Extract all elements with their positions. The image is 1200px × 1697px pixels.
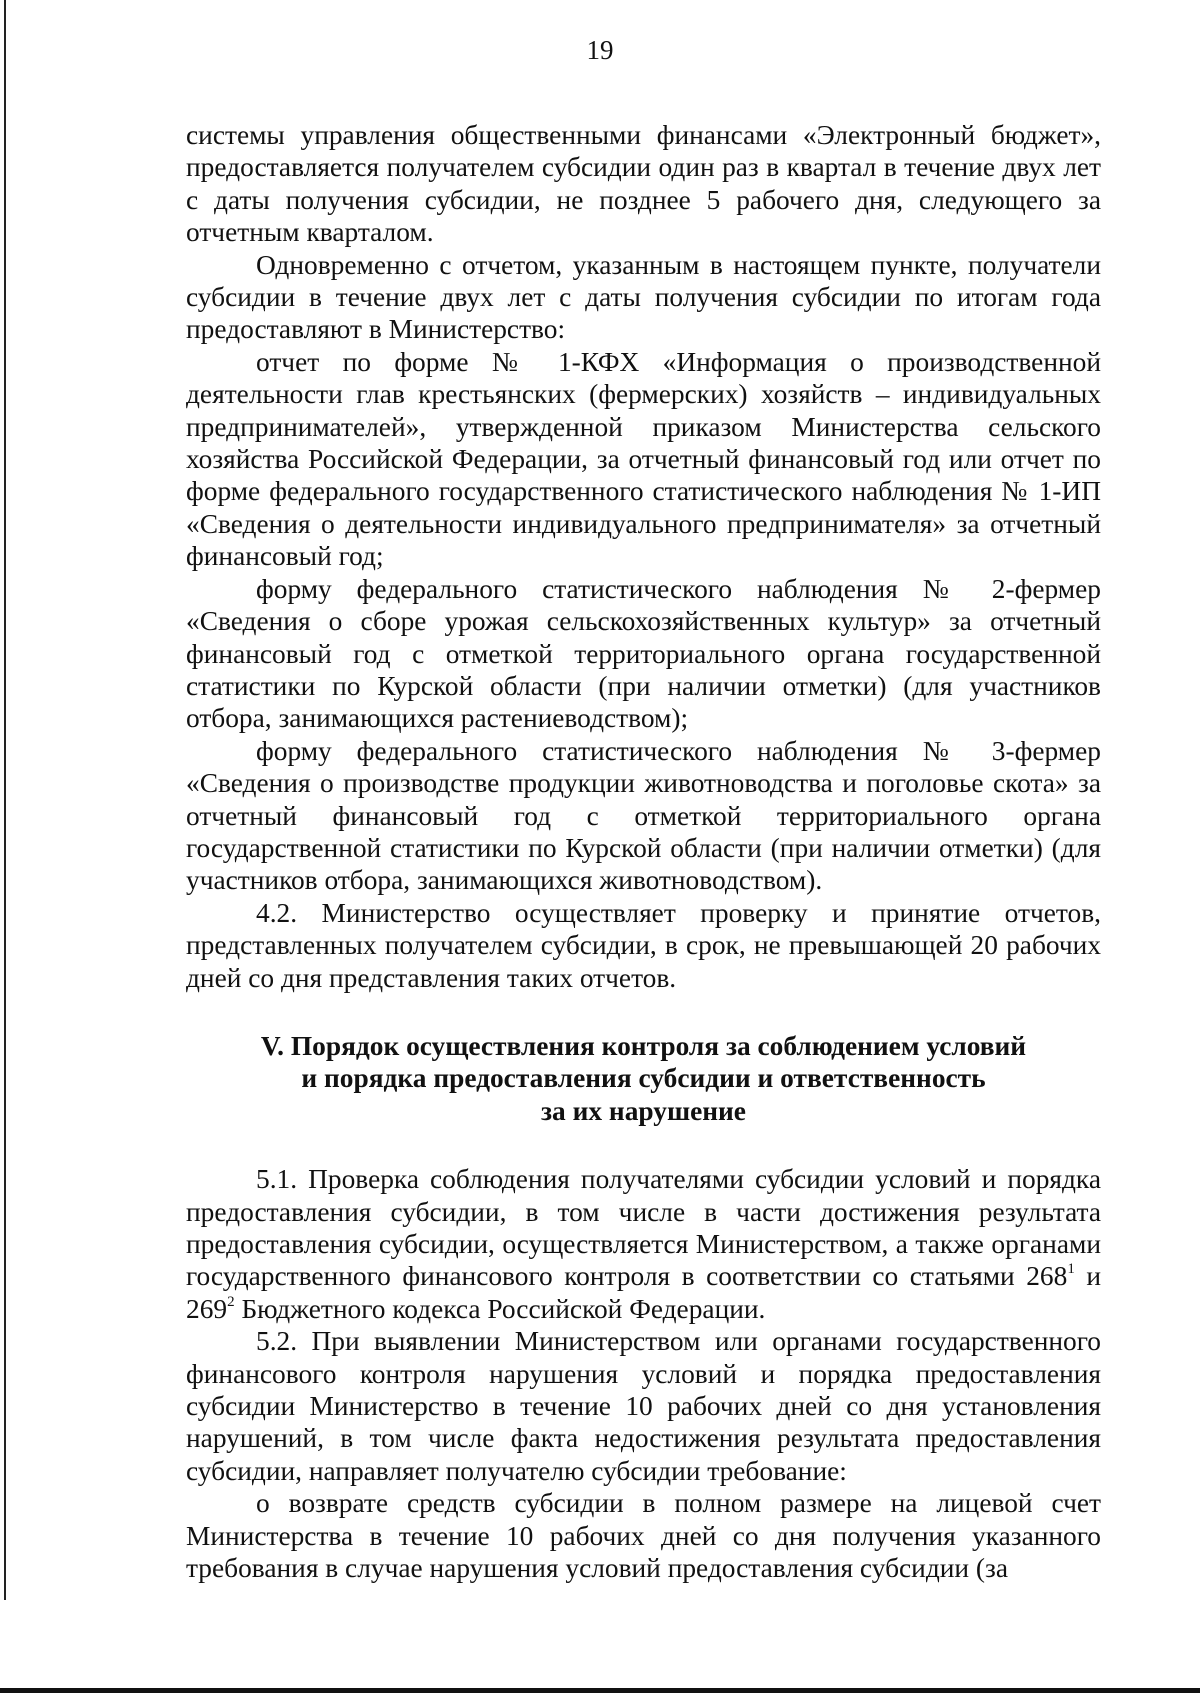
document-body: [186, 119, 1101, 1584]
superscript: 2: [227, 1293, 235, 1310]
paragraph-5-1-text: 5.1. Проверка соблюдения получателями субсидии условий и порядка предоставления субсидии, в том числе в части достижения результата предоставления субсидии, осуществляется Министерством, а также органами государственного финансового контроля в соответствии со статьями 268: [186, 1164, 1101, 1292]
scan-bottom-edge: [0, 1688, 1200, 1693]
paragraph: Одновременно с отчетом, указанным в настоящем пункте, получатели субсидии в течение двух лет с даты получения субсидии по итогам года предоставляют в Министерство:: [186, 249, 1101, 345]
paragraph-5-2: 5.2. При выявлении Министерством или органами государственного финансового контроля нарушения условий и порядка предоставления субсидии Министерство в течение 10 рабочих дней со дня установления нарушений, в том числе факта недостижения результата предоставления субсидии, направляет получателю субсидии требование:: [186, 1326, 1101, 1486]
section-heading-line: и порядка предоставления субсидии и ответственность: [301, 1063, 986, 1094]
paragraph-5-1-text: и 269: [186, 1261, 1101, 1324]
section-heading-line: за их нарушение: [541, 1095, 746, 1126]
paragraph-4-2: 4.2. Министерство осуществляет проверку и принятие отчетов, представленных получателем субсидии, в срок, не превышающей 20 рабочих дней со дня представления таких отчетов.: [186, 897, 1101, 993]
paragraph: форму федерального статистического наблюдения № 2-фермер «Сведения о сборе урожая сельскохозяйственных культур» за отчетный финансовый год с отметкой территориального органа государственной статистики по Курской области (при наличии отметки) (для участников отбора, занимающихся растениеводством);: [186, 573, 1101, 734]
superscript: 1: [1067, 1261, 1075, 1278]
paragraph-5-1: [186, 1163, 1101, 1325]
paragraph: о возврате средств субсидии в полном размере на лицевой счет Министерства в течение 10 рабочих дней со дня получения указанного требования в случае нарушения условий предоставления субсидии (за: [186, 1488, 1101, 1584]
scan-left-edge: [4, 0, 6, 1600]
section-heading: [186, 1030, 1101, 1127]
paragraph: форму федерального статистического наблюдения № 3-фермер «Сведения о производстве продукции животноводства и поголовье скота» за отчетный финансовый год с отметкой территориального органа государственной статистики по Курской области (при наличии отметки) (для участников отбора, занимающихся животноводством).: [186, 735, 1101, 896]
page-number: 19: [586, 35, 614, 65]
section-heading-line: V. Порядок осуществления контроля за соблюдением условий: [260, 1030, 1027, 1061]
paragraph: отчет по форме № 1-КФХ «Информация о производственной деятельности глав крестьянских (фермерских) хозяйств – индивидуальных предпринимателей», утвержденной приказом Министерства сельского хозяйства Российской Федерации, за отчетный финансовый год или отчет по форме федерального государственного статистического наблюдения № 1-ИП «Сведения о деятельности индивидуального предпринимателя» за отчетный финансовый год;: [186, 346, 1101, 572]
paragraph: системы управления общественными финансами «Электронный бюджет», предоставляется получателем субсидии один раз в квартал в течение двух лет с даты получения субсидии, не позднее 5 рабочего дня, следующего за отчетным кварталом.: [186, 120, 1101, 248]
paragraph-5-1-text: Бюджетного кодекса Российской Федерации.: [234, 1293, 766, 1324]
